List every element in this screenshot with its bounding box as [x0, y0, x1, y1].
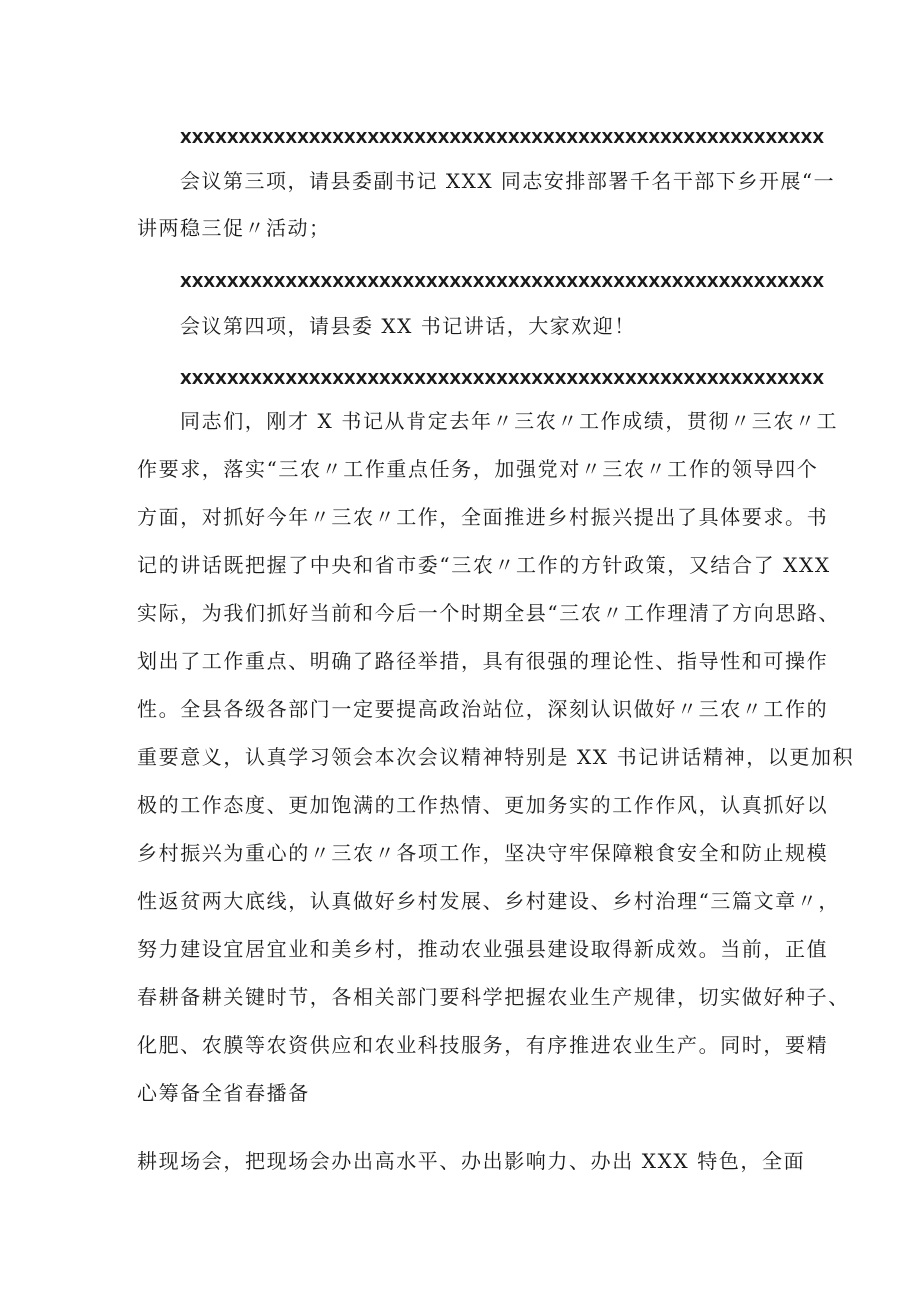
- text-line: 努力建设宜居宜业和美乡村，推动农业强县建设取得新成效。当前，正值: [137, 937, 829, 961]
- text-line: 极的工作态度、更加饱满的工作热情、更加务实的工作作风，认真抓好以: [137, 793, 829, 817]
- text-line: 实际，为我们抓好当前和今后一个时期全县“三农〃工作理清了方向思路、: [137, 601, 841, 625]
- text-line: 耕现场会，把现场会办出高水平、办出影响力、办出 XXX 特色，全面: [137, 1149, 806, 1173]
- text-line: 划出了工作重点、明确了路径举措，具有很强的理论性、指导性和可操作: [137, 649, 829, 673]
- text-line: 会议第三项，请县委副书记 XXX 同志安排部署千名干部下乡开展“一: [180, 169, 836, 193]
- placeholder-line: XXXXXXXXXXXXXXXXXXXXXXXXXXXXXXXXXXXXXXXXXXXXXXXXXXXXXXX: [180, 273, 825, 291]
- text-line: 同志们，刚才 X 书记从肯定去年〃三农〃工作成绩，贯彻〃三农〃工: [180, 409, 839, 433]
- text-line: 会议第四项，请县委 XX 书记讲话，大家欢迎！: [180, 314, 636, 338]
- text-line: 方面，对抓好今年〃三农〃工作，全面推进乡村振兴提出了具体要求。书: [137, 505, 829, 529]
- text-line: 作要求，落实“三农〃工作重点任务，加强党对〃三农〃工作的领导四个: [137, 457, 819, 481]
- text-line: 化肥、农膜等农资供应和农业科技服务，有序推进农业生产。同时，要精: [137, 1033, 829, 1057]
- placeholder-line: XXXXXXXXXXXXXXXXXXXXXXXXXXXXXXXXXXXXXXXXXXXXXXXXXXXXXXX: [180, 129, 825, 147]
- text-line: 乡村振兴为重心的〃三农〃各项工作，坚决守牢保障粮食安全和防止规模: [137, 841, 829, 865]
- text-line: 性。全县各级各部门一定要提高政治站位，深刻认识做好〃三农〃工作的: [137, 697, 829, 721]
- text-line: 讲两稳三促〃活动；: [137, 216, 331, 240]
- text-line: 心筹备全省春播备: [137, 1081, 310, 1105]
- text-line: 重要意义，认真学习领会本次会议精神特别是 XX 书记讲话精神，以更加积: [137, 745, 855, 769]
- text-line: 春耕备耕关键时节，各相关部门要科学把握农业生产规律，切实做好种子、: [137, 985, 850, 1009]
- text-line: 记的讲话既把握了中央和省市委“三农〃工作的方针政策，又结合了 XXX: [137, 553, 831, 577]
- text-line: 性返贫两大底线，认真做好乡村发展、乡村建设、乡村治理“三篇文章〃，: [137, 889, 841, 913]
- placeholder-line: XXXXXXXXXXXXXXXXXXXXXXXXXXXXXXXXXXXXXXXXXXXXXXXXXXXXXXX: [180, 370, 825, 388]
